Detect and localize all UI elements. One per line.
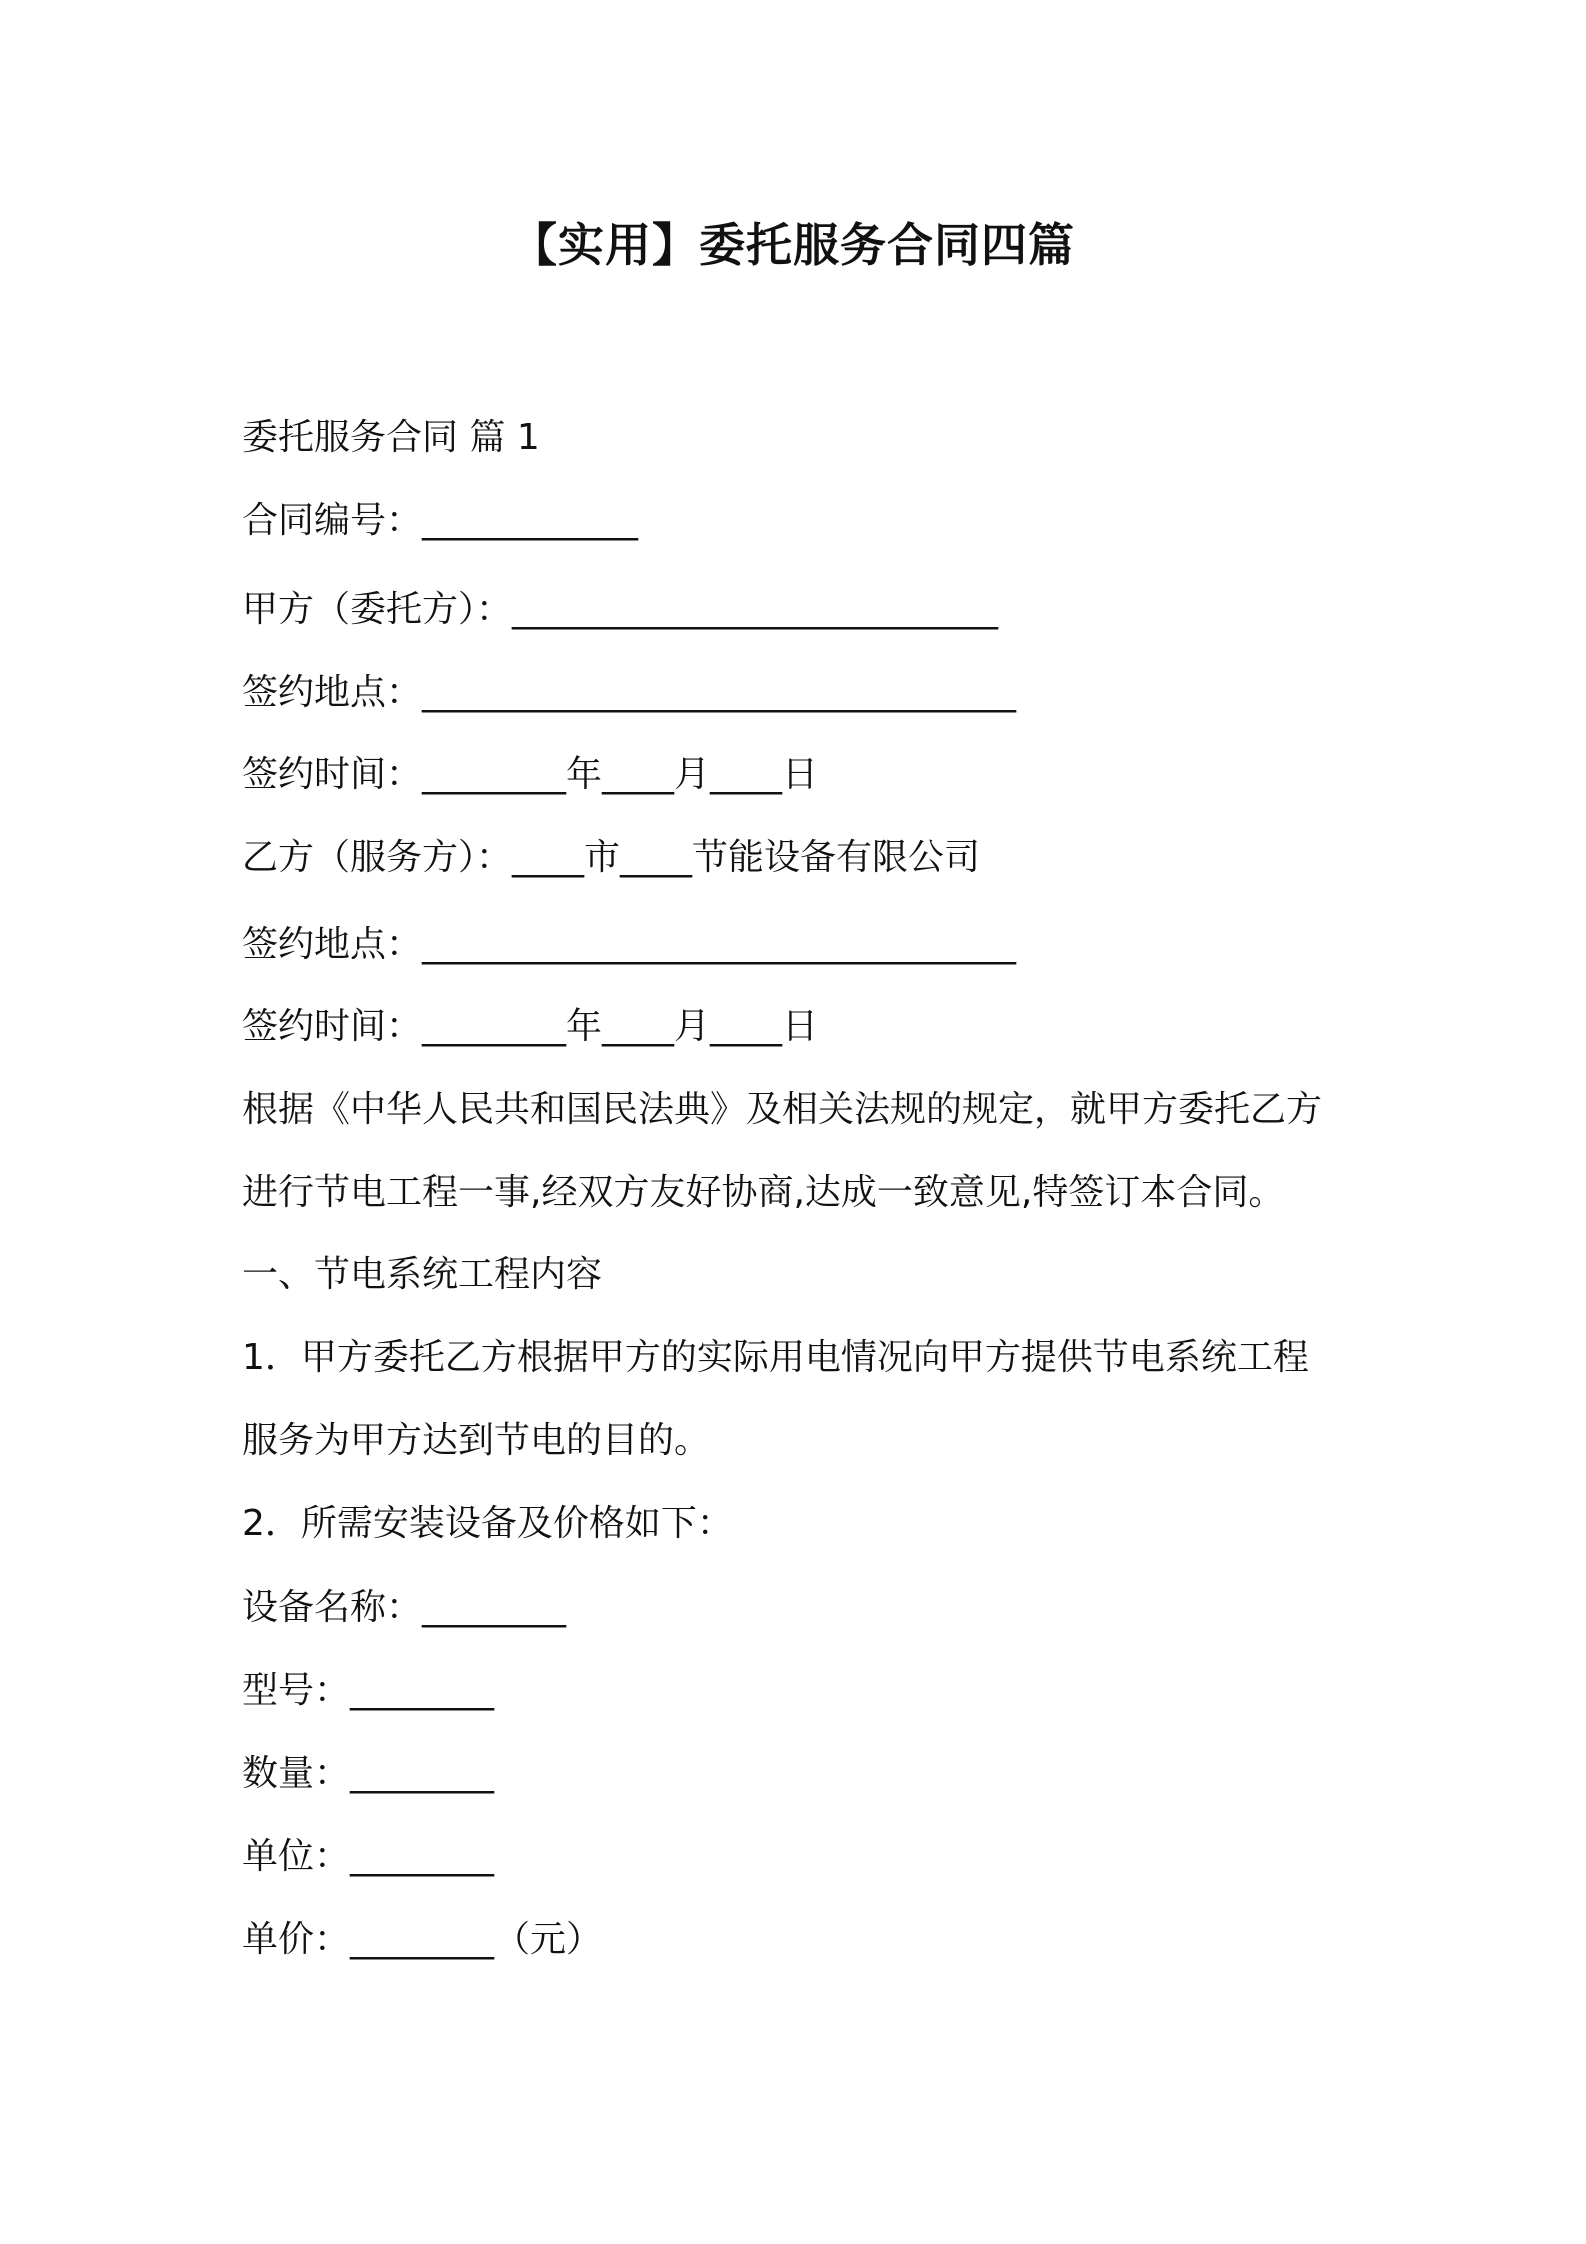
section-heading: 一、节电系统工程内容: [242, 1254, 603, 1295]
paragraph-line: 1．甲方委托乙方根据甲方的实际用电情况向甲方提供节电系统工程: [242, 1337, 1309, 1378]
unit-price-field: 单价：________（元）: [242, 1919, 603, 1960]
paragraph-line: 进行节电工程一事,经双方友好协商,达成一致意见,特签订本合同。: [242, 1172, 1285, 1213]
section-heading: 委托服务合同 篇 1: [242, 417, 540, 458]
unit-field: 单位：________: [242, 1836, 495, 1877]
party-a-field: 甲方（委托方）：___________________________: [242, 589, 999, 630]
party-b-field: 乙方（服务方）：____市____节能设备有限公司: [242, 837, 981, 878]
document-title: 【实用】委托服务合同四篇: [511, 218, 1075, 272]
signing-place-field: 签约地点：_________________________________: [242, 672, 1017, 713]
signing-time-field: 签约时间：________年____月____日: [242, 1006, 819, 1047]
paragraph-line: 根据《中华人民共和国民法典》及相关法规的规定，就甲方委托乙方: [242, 1089, 1323, 1130]
signing-time-field: 签约时间：________年____月____日: [242, 754, 819, 795]
equipment-name-field: 设备名称：________: [242, 1587, 567, 1628]
paragraph-line: 服务为甲方达到节电的目的。: [242, 1420, 711, 1461]
quantity-field: 数量：________: [242, 1753, 495, 1794]
contract-number-field: 合同编号：____________: [242, 500, 639, 541]
model-field: 型号：________: [242, 1670, 495, 1711]
signing-place-field: 签约地点：_________________________________: [242, 924, 1017, 965]
paragraph-line: 2．所需安装设备及价格如下：: [242, 1503, 733, 1544]
